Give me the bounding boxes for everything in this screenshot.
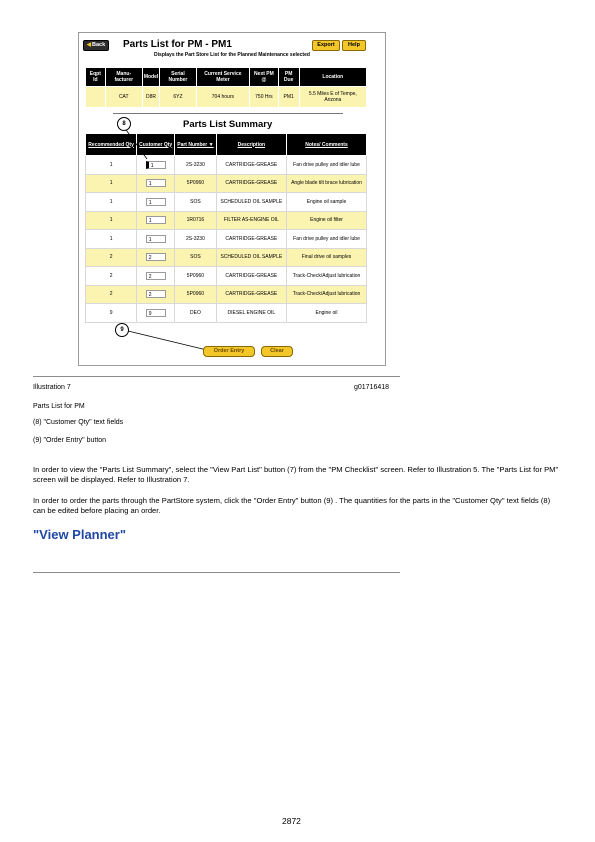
- customer-qty-input[interactable]: 1: [146, 216, 166, 224]
- callout-9-leader: [128, 331, 211, 351]
- parts-col-header-label: Customer Qty: [139, 141, 173, 148]
- section-heading: "View Planner": [33, 527, 127, 542]
- parts-cell-part: 5P0960: [175, 174, 216, 193]
- parts-cell-notes: Fan drive pulley and idler lube: [287, 156, 367, 175]
- parts-cell-part: 1R0716: [175, 211, 216, 230]
- equipment-col-header: Manu- facturer: [105, 68, 142, 87]
- parts-col-header-label: Notes/ Comments: [305, 141, 348, 148]
- parts-cell-notes: Engine oil sample: [287, 193, 367, 212]
- parts-cell-rec: 1: [86, 230, 137, 249]
- back-button[interactable]: ◀Back: [83, 40, 109, 51]
- caption-item-8: (8) "Customer Qty" text fields: [33, 419, 124, 426]
- parts-cell-rec: 9: [86, 304, 137, 323]
- parts-cell-desc: CARTRIDGE-GREASE: [216, 230, 286, 249]
- parts-cell-part: SOS: [175, 193, 216, 212]
- parts-cell-part: 5P0960: [175, 267, 216, 286]
- parts-cell-notes: Track-Check/Adjust lubrication: [287, 267, 367, 286]
- parts-cell-notes: Engine oil: [287, 304, 367, 323]
- parts-cell-rec: 1: [86, 211, 137, 230]
- callout-leaders: [79, 33, 385, 365]
- order-entry-button[interactable]: Order Entry: [203, 346, 255, 357]
- parts-cell-desc: SCHEDULED OIL SAMPLE: [216, 248, 286, 267]
- equipment-col-header: Model: [142, 68, 159, 87]
- parts-list-screenshot: [78, 32, 386, 366]
- parts-col-header-label: Part Number ▼: [177, 141, 214, 148]
- customer-qty-input[interactable]: 9: [146, 309, 166, 317]
- parts-col-header-label: Recommended Qty: [88, 141, 134, 148]
- paragraph-1: In order to view the "Parts List Summary", select the "View Part List" button (7) from the "PM Checklist" screen. Refer to Illustration 5. The "Parts List for PM" screen will be displayed. Refer to Illustration 7.: [33, 465, 559, 484]
- customer-qty-input[interactable]: 1: [146, 161, 166, 169]
- customer-qty-input[interactable]: 2: [146, 272, 166, 280]
- equipment-col-header: Next PM @: [250, 68, 278, 87]
- customer-qty-input[interactable]: 2: [146, 253, 166, 261]
- equipment-cell: 5.5 Miles E of Tempe, Arizona: [299, 87, 366, 108]
- equipment-col-header: Location: [299, 68, 366, 87]
- section-rule: [33, 572, 400, 573]
- equipment-cell: PM1: [278, 87, 299, 108]
- paragraph-2: In order to order the parts through the PartStore system, click the "Order Entry" button (9) . The quantities for the parts in the "Customer Qty" text fields (8) can be edited before placing an order.: [33, 496, 551, 515]
- parts-cell-desc: CARTRIDGE-GREASE: [216, 174, 286, 193]
- equipment-cell: 704 hours: [196, 87, 250, 108]
- equipment-col-header: Eqpt Id: [86, 68, 106, 87]
- parts-cell-desc: FILTER AS-ENGINE OIL: [216, 211, 286, 230]
- page-number: 2872: [282, 816, 301, 826]
- parts-cell-notes: Engine oil filter: [287, 211, 367, 230]
- equipment-col-header: Current Service Meter: [196, 68, 250, 87]
- clear-button[interactable]: Clear: [261, 346, 293, 357]
- caption-title: Parts List for PM: [33, 403, 85, 410]
- callout-8: 8: [117, 117, 131, 131]
- parts-cell-desc: SCHEDULED OIL SAMPLE: [216, 193, 286, 212]
- customer-qty-input[interactable]: 1: [146, 198, 166, 206]
- help-button[interactable]: Help: [342, 40, 366, 51]
- parts-cell-part: 2S-3230: [175, 230, 216, 249]
- customer-qty-input[interactable]: 1: [146, 179, 166, 187]
- equipment-col-header: PM Due: [278, 68, 299, 87]
- parts-cell-part: SOS: [175, 248, 216, 267]
- parts-cell-desc: CARTRIDGE-GREASE: [216, 156, 286, 175]
- parts-cell-rec: 2: [86, 248, 137, 267]
- parts-cell-desc: CARTRIDGE-GREASE: [216, 267, 286, 286]
- parts-cell-rec: 2: [86, 267, 137, 286]
- equipment-cell: 750 Hrs: [250, 87, 278, 108]
- parts-cell-rec: 1: [86, 193, 137, 212]
- caption-rule: [33, 376, 400, 377]
- equipment-cell: CAT: [105, 87, 142, 108]
- parts-cell-rec: 1: [86, 156, 137, 175]
- parts-cell-desc: DIESEL ENGINE OIL: [216, 304, 286, 323]
- back-arrow-icon: ◀: [86, 42, 92, 48]
- customer-qty-input[interactable]: 2: [146, 290, 166, 298]
- caption-item-9: (9) "Order Entry" button: [33, 437, 107, 444]
- callout-9: 9: [115, 323, 129, 337]
- parts-cell-part: 5P0960: [175, 285, 216, 304]
- parts-cell-rec: 2: [86, 285, 137, 304]
- parts-cell-notes: Angle blade tilt brace lubrication: [287, 174, 367, 193]
- customer-qty-input[interactable]: 1: [146, 235, 166, 243]
- screen-subtitle: Displays the Part Store List for the Planned Maintenance selected: [154, 52, 310, 58]
- callout-8-leader: [124, 127, 147, 159]
- equipment-cell: 6YZ: [160, 87, 196, 108]
- export-button[interactable]: Export: [312, 40, 340, 51]
- parts-cell-desc: CARTRIDGE-GREASE: [216, 285, 286, 304]
- screen-title: Parts List for PM - PM1: [123, 39, 232, 50]
- parts-cell-notes: Final drive oil samples: [287, 248, 367, 267]
- graphic-id: g01716418: [354, 384, 390, 391]
- parts-cell-part: DEO: [175, 304, 216, 323]
- parts-cell-notes: Track-Check/Adjust lubrication: [287, 285, 367, 304]
- illustration-label: Illustration 7: [33, 384, 71, 391]
- parts-col-header-label: Description: [237, 141, 266, 148]
- parts-cell-part: 2S-3230: [175, 156, 216, 175]
- equipment-cell: D8R: [142, 87, 159, 108]
- parts-cell-rec: 1: [86, 174, 137, 193]
- parts-cell-notes: Fan drive pulley and idler lube: [287, 230, 367, 249]
- parts-summary-title: Parts List Summary: [183, 119, 273, 130]
- equipment-col-header: Serial Number: [160, 68, 196, 87]
